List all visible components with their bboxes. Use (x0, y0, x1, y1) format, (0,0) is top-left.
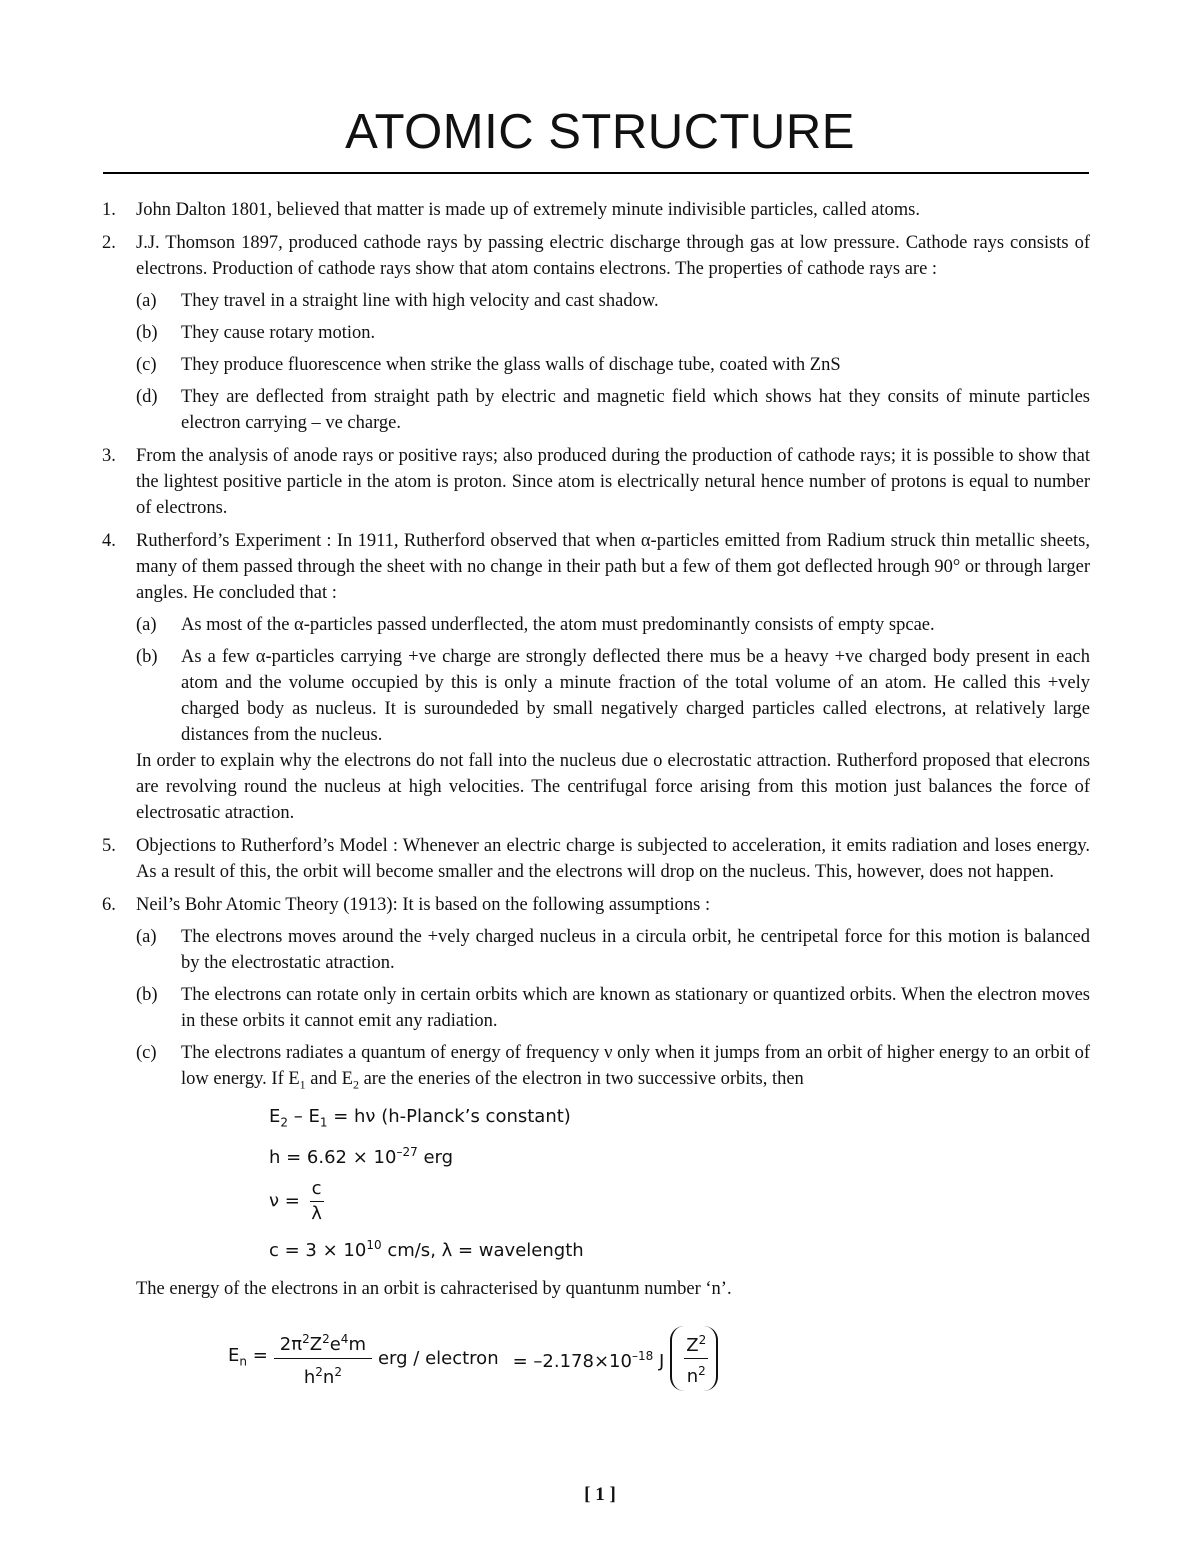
item-text: Rutherford’s Experiment : In 1911, Rutherford observed that when α-particles emitted from Radium struck thin metallic sheets, many of them passed through the sheet with no change in their path but a few of them got deflected hrough 90° or through larger angles. He concluded that : (136, 531, 1090, 603)
subscript: 2 (352, 1077, 359, 1092)
paragraph-rutherford: In order to explain why the electrons do not fall into the nucleus due o elecrostatic attraction. Rutherford proposed that elecrons are revolving round the nucleus at high velocities. The centrifugal force arising from this motion just balances the force of electrosatic atraction. (136, 751, 1090, 823)
denominator: $h^2n^2$ (303, 1365, 342, 1389)
sub-text: They travel in a straight line with high velocity and cast shadow. (181, 291, 659, 311)
sub-item-2b (136, 320, 1090, 346)
denominator: λ (311, 1203, 322, 1225)
equations-block (269, 1102, 1090, 1267)
sub-label: (a) (136, 927, 157, 947)
list-item-2 (102, 230, 1090, 436)
list-item-5 (102, 833, 1090, 885)
fraction (310, 1177, 324, 1226)
parenthesized-fraction (670, 1326, 718, 1391)
sub-item-2d (136, 384, 1090, 436)
sub-text: The electrons moves around the +vely charged nucleus in a circula orbit, he centripetal force for this motion is balanced by the electrostatic atraction. (181, 927, 1090, 973)
sub-label: (d) (136, 387, 158, 407)
sub-label: (c) (136, 1043, 157, 1063)
text-part: are the eneries of the electron in two successive orbits, then (358, 1069, 804, 1089)
sub-item-2a (136, 288, 1090, 314)
sub-item-6a (136, 924, 1090, 976)
denominator: $n^2$ (686, 1364, 706, 1388)
sub-item-2c (136, 352, 1090, 378)
item-text: John Dalton 1801, believed that matter is made up of extremely minute indivisible particles, called atoms. (136, 200, 920, 220)
equation-text: ν = (269, 1190, 300, 1212)
text-part: and E (305, 1069, 353, 1089)
item-text: From the analysis of anode rays or positive rays; also produced during the production of cathode rays; it is possible to show that the lightest positive particle in the atom is proton. Since atom is electrically netural hence number of protons is equal to number of electrons. (136, 446, 1090, 518)
paragraph-quantum-number: The energy of the electrons in an orbit is cahracterised by quantunm number ‘n’. (136, 1279, 732, 1300)
equation-text: erg (417, 1147, 454, 1169)
sub-text: The electrons can rotate only in certain orbits which are known as stationary or quantized orbits. When the electron moves in these orbits it cannot emit any radiation. (181, 985, 1090, 1031)
item-number: 6. (102, 895, 116, 915)
item-number: 3. (102, 446, 116, 466)
page-title: ATOMIC STRUCTURE (345, 105, 855, 159)
list-item-1 (102, 197, 1090, 223)
exponent: 10 (366, 1238, 382, 1253)
item-number: 2. (102, 233, 116, 253)
sub-text: As a few α-particles carrying +ve charge are strongly deflected there mus be a heavy +ve charged body present in each atom and the volume occupied by this is only a minute fraction of the total volume of an atom. He called this +vely charged body as nucleus. It is suroundeded by small negatively charged particles called electrons, at relatively large distances from the nucleus. (181, 647, 1090, 745)
sub-label: (a) (136, 291, 157, 311)
list-item-3 (102, 443, 1090, 521)
sub-label: (b) (136, 647, 158, 667)
sub-text: They produce fluorescence when strike the glass walls of dischage tube, coated with ZnS (181, 355, 841, 375)
exponent: –27 (396, 1145, 418, 1160)
exponent: –18 (631, 1348, 654, 1363)
sub-text: As most of the α-particles passed underflected, the atom must predominantly consists of empty spcae. (181, 615, 935, 635)
fraction (274, 1326, 372, 1391)
item-text: J.J. Thomson 1897, produced cathode rays by passing electric discharge through gas at low pressure. Cathode rays consists of electrons. Production of cathode rays show that atom contains electrons. The properties of cathode rays are : (136, 233, 1090, 279)
sub-label: (c) (136, 355, 157, 375)
sub-text: They cause rotary motion. (181, 323, 376, 343)
title-rule (103, 172, 1089, 174)
equation-text: erg / electron (377, 1347, 499, 1369)
equation-orbit-energy (228, 1326, 1090, 1391)
sub-text: They are deflected from straight path by electric and magnetic field which shows hat they consits of minute particles electron carrying – ve charge. (181, 387, 1090, 433)
item-number: 4. (102, 531, 116, 551)
list-item-6 (102, 892, 1090, 1266)
item-text: Objections to Rutherford’s Model : Whenever an electric charge is subjected to acceleration, it emits radiation and loses energy. As a result of this, the orbit will become smaller and the electrons will drop on the nucleus. This, however, does not happen. (136, 836, 1090, 882)
item-text: Neil’s Bohr Atomic Theory (1913): It is based on the following assumptions : (136, 895, 711, 915)
sub-text (181, 1040, 1090, 1098)
equation-planck (269, 1137, 1090, 1173)
sub-item-6c (136, 1040, 1090, 1098)
numerator: $Z^2$ (684, 1328, 708, 1359)
numerator: $2\pi^2Z^2e^4m$ (274, 1326, 372, 1359)
document-body (102, 197, 1090, 1391)
equation-speed-of-light (269, 1230, 1090, 1266)
equation-rhs (513, 1343, 665, 1375)
sub-item-4a (136, 612, 1090, 638)
equation-text: c = 3 × 10 (269, 1240, 367, 1262)
text-part: The electrons radiates a quantum of energy of frequency ν only when it jumps from an orbit of higher energy to an orbit of low energy. If E (181, 1043, 1090, 1089)
sub-label: (b) (136, 985, 158, 1005)
equation-text: = hν (h-Planck’s constant) (327, 1105, 571, 1127)
equation-energy-difference: $E_2 - E_1 = h\nu$ (h-Planck’s constant) (269, 1105, 571, 1130)
sub-item-4b (136, 644, 1090, 748)
page-number: [ 1 ] (584, 1484, 616, 1505)
numerator: c (310, 1177, 324, 1202)
list-item-4 (102, 528, 1090, 826)
equation-frequency (269, 1177, 1090, 1226)
fraction (684, 1328, 708, 1389)
subscript: 1 (299, 1077, 306, 1092)
item-number: 5. (102, 836, 116, 856)
sub-label: (a) (136, 615, 157, 635)
sub-label: (b) (136, 323, 158, 343)
equation-text: h = 6.62 × 10 (269, 1147, 397, 1169)
equation-text: = –2.178×10 (512, 1350, 632, 1372)
item-number: 1. (102, 200, 116, 220)
equation-text: cm/s, λ = wavelength (381, 1240, 584, 1262)
sub-item-6b (136, 982, 1090, 1034)
equation-text: J (653, 1350, 665, 1372)
equation-lhs: $E_n$ = (228, 1344, 268, 1369)
